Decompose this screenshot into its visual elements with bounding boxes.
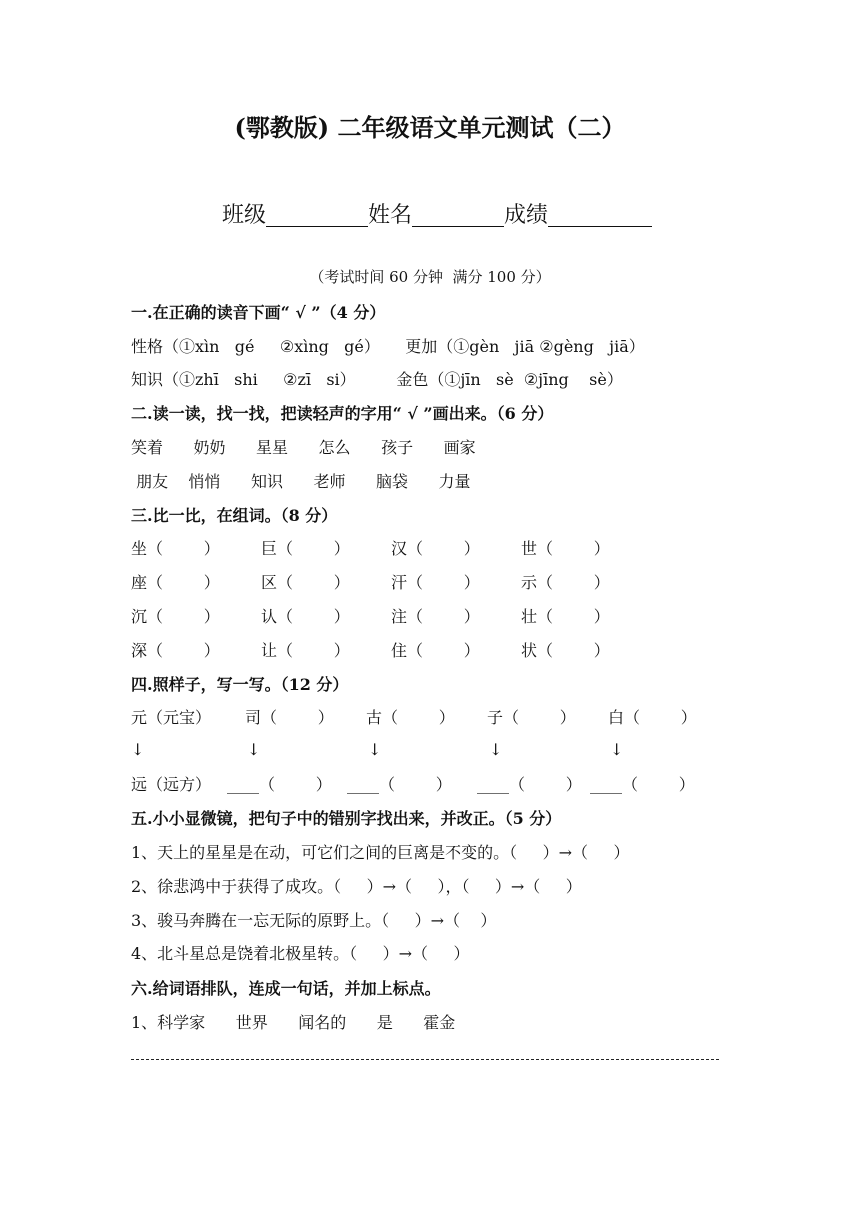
down-arrow-icon: ↓ bbox=[489, 740, 503, 759]
correction-sentence: 3、骏马奔腾在一忘无际的原野上。（ ）→（ ） bbox=[131, 911, 497, 930]
down-arrow-icon: ↓ bbox=[247, 740, 261, 759]
word-item: 沉（ ） bbox=[131, 607, 220, 626]
correction-sentence: 4、北斗星总是饶着北极星转。（ ）→（ ） bbox=[131, 944, 470, 963]
word-order-item: 1、科学家 世界 闻名的 是 霍金 bbox=[131, 1013, 456, 1032]
section-2-line: 朋友 悄悄 知识 老师 脑袋 力量 bbox=[131, 472, 471, 491]
answer-item: ____（ ） bbox=[227, 775, 332, 794]
class-label: 班级 bbox=[222, 203, 267, 228]
name-blank[interactable] bbox=[412, 206, 504, 227]
answer-item: ____（ ） bbox=[590, 775, 695, 794]
word-item: 坐（ ） bbox=[131, 539, 220, 558]
word-item: 状（ ） bbox=[521, 641, 610, 660]
word-item: 认（ ） bbox=[261, 607, 350, 626]
down-arrow-icon: ↓ bbox=[610, 740, 624, 759]
word-item: 座（ ） bbox=[131, 573, 220, 592]
section-2-heading: 二.读一读，找一找，把读轻声的字用“ √ ”画出来。（6 分） bbox=[131, 404, 554, 423]
class-blank[interactable] bbox=[266, 206, 368, 227]
word-item: 巨（ ） bbox=[261, 539, 350, 558]
word-item: 住（ ） bbox=[391, 641, 480, 660]
word-item: 汗（ ） bbox=[391, 573, 480, 592]
answer-item: ____（ ） bbox=[347, 775, 452, 794]
section-1-line: 性格（①xìn gé ②xìng gé） 更加（①gèn jiā ②gèng jiā） bbox=[131, 337, 645, 356]
score-label: 成绩 bbox=[504, 203, 549, 228]
word-item: 汉（ ） bbox=[391, 539, 480, 558]
word-item: 注（ ） bbox=[391, 607, 480, 626]
correction-sentence: 1、天上的星星是在动，可它们之间的巨离是不变的。（ ）→（ ） bbox=[131, 843, 630, 862]
word-item: 深（ ） bbox=[131, 641, 220, 660]
example-word: 元（元宝） bbox=[131, 708, 212, 727]
exam-subtitle: （考试时间 60 分钟 满分 100 分） bbox=[309, 268, 551, 286]
section-1-heading: 一.在正确的读音下画“ √ ”（4 分） bbox=[131, 303, 386, 322]
answer-line[interactable] bbox=[131, 1059, 719, 1060]
section-4-heading: 四.照样子，写一写。（12 分） bbox=[131, 675, 349, 694]
section-3-heading: 三.比一比，在组词。（8 分） bbox=[131, 506, 338, 525]
word-item: 区（ ） bbox=[261, 573, 350, 592]
down-arrow-icon: ↓ bbox=[368, 740, 382, 759]
word-item: 子（ ） bbox=[487, 708, 576, 727]
score-blank[interactable] bbox=[548, 206, 652, 227]
student-info-line bbox=[222, 205, 652, 227]
correction-sentence: 2、徐悲鸿中于获得了成攻。（ ）→（ ），（ ）→（ ） bbox=[131, 877, 582, 896]
word-item: 白（ ） bbox=[608, 708, 697, 727]
answer-item: ____（ ） bbox=[477, 775, 582, 794]
word-item: 古（ ） bbox=[366, 708, 455, 727]
word-item: 让（ ） bbox=[261, 641, 350, 660]
example-word: 远（远方） bbox=[131, 775, 212, 794]
name-label: 姓名 bbox=[368, 203, 413, 228]
word-item: 司（ ） bbox=[245, 708, 334, 727]
section-5-heading: 五.小小显微镜，把句子中的错别字找出来，并改正。（5 分） bbox=[131, 809, 562, 828]
word-item: 世（ ） bbox=[521, 539, 610, 558]
section-6-heading: 六.给词语排队，连成一句话，并加上标点。 bbox=[131, 979, 441, 998]
down-arrow-icon: ↓ bbox=[131, 740, 145, 759]
section-2-line: 笑着 奶奶 星星 怎么 孩子 画家 bbox=[131, 438, 476, 457]
word-item: 示（ ） bbox=[521, 573, 610, 592]
section-1-line: 知识（①zhī shi ②zī si） 金色（①jīn sè ②jīng sè） bbox=[131, 370, 623, 389]
page-title: (鄂教版) 二年级语文单元测试（二） bbox=[234, 113, 626, 142]
word-item: 壮（ ） bbox=[521, 607, 610, 626]
